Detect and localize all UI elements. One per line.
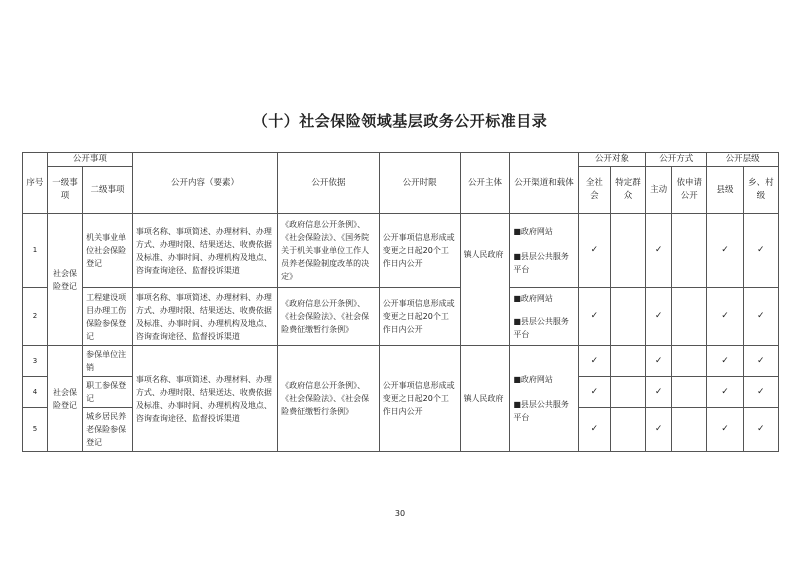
check-active: ✓ <box>646 288 672 346</box>
seq-cell: 5 <box>23 408 48 452</box>
level1-cell: 社会保险登记 <box>47 346 82 452</box>
level2-cell: 机关事业单位社会保险登记 <box>83 214 133 288</box>
header-on-request: 依申请公开 <box>672 167 707 214</box>
channel-cell <box>510 288 578 346</box>
content-cell: 事项名称、事项简述、办理材料、办理方式、办理时限、结果送达、收费依据及标准、办事时间、办理机构及地点、咨询查询途径、监督投诉渠道 <box>132 214 277 288</box>
header-village: 乡、村级 <box>743 167 778 214</box>
channel-item: ■政府网站 <box>513 375 553 384</box>
check-county: ✓ <box>707 408 743 452</box>
header-county: 县级 <box>707 167 743 214</box>
channel-item: ■政府网站 <box>513 227 553 236</box>
page-title: （十）社会保险领域基层政务公开标准目录 <box>252 112 548 130</box>
empty-on-request <box>672 346 707 377</box>
header-subject: 公开主体 <box>460 153 510 214</box>
header-matter: 公开事项 <box>47 153 132 167</box>
channel-cell <box>510 346 578 452</box>
header-time-limit: 公开时限 <box>379 153 460 214</box>
table-row <box>23 346 779 377</box>
check-active: ✓ <box>646 408 672 452</box>
check-county: ✓ <box>707 346 743 377</box>
check-all-society: ✓ <box>578 408 610 452</box>
header-level2: 二级事项 <box>83 167 133 214</box>
subject-cell: 镇人民政府 <box>460 346 510 452</box>
check-county: ✓ <box>707 377 743 408</box>
table-row <box>23 288 779 346</box>
header-level1: 一级事项 <box>47 167 82 214</box>
check-active: ✓ <box>646 214 672 288</box>
level2-cell: 参保单位注销 <box>83 346 133 377</box>
channel-cell <box>510 214 578 288</box>
basis-cell: 《政府信息公开条例》、《社会保险法》、《社会保险费征缴暂行条例》 <box>278 288 380 346</box>
level2-cell: 职工参保登记 <box>83 377 133 408</box>
check-all-society: ✓ <box>578 288 610 346</box>
check-village: ✓ <box>743 346 778 377</box>
empty-on-request <box>672 408 707 452</box>
header-method: 公开方式 <box>646 153 707 167</box>
level2-cell: 工程建设项目办理工伤保险参保登记 <box>83 288 133 346</box>
empty-on-request <box>672 214 707 288</box>
check-village: ✓ <box>743 214 778 288</box>
empty-specific-group <box>610 214 645 288</box>
channel-item: ■县层公共服务平台 <box>513 400 569 422</box>
header-level: 公开层级 <box>707 153 779 167</box>
empty-on-request <box>672 377 707 408</box>
empty-specific-group <box>610 288 645 346</box>
content-cell: 事项名称、事项简述、办理材料、办理方式、办理时限、结果送达、收费依据及标准、办事时间、办理机构及地点、咨询查询途径、监督投诉渠道 <box>132 346 277 452</box>
empty-on-request <box>672 288 707 346</box>
header-content: 公开内容（要素） <box>132 153 277 214</box>
disclosure-table <box>22 152 779 452</box>
time-limit-cell: 公开事项信息形成或变更之日起20个工作日内公开 <box>379 346 460 452</box>
level1-cell: 社会保险登记 <box>47 214 82 346</box>
level2-cell: 城乡居民养老保险参保登记 <box>83 408 133 452</box>
time-limit-cell: 公开事项信息形成或变更之日起20个工作日内公开 <box>379 214 460 288</box>
check-village: ✓ <box>743 288 778 346</box>
check-village: ✓ <box>743 377 778 408</box>
header-channel: 公开渠道和载体 <box>510 153 578 214</box>
seq-cell: 2 <box>23 288 48 346</box>
check-all-society: ✓ <box>578 214 610 288</box>
check-county: ✓ <box>707 288 743 346</box>
empty-specific-group <box>610 408 645 452</box>
empty-specific-group <box>610 377 645 408</box>
header-all-society: 全社会 <box>578 167 610 214</box>
time-limit-cell: 公开事项信息形成或变更之日起20个工作日内公开 <box>379 288 460 346</box>
check-active: ✓ <box>646 346 672 377</box>
table-row <box>23 214 779 288</box>
seq-cell: 1 <box>23 214 48 288</box>
channel-item: ■县层公共服务平台 <box>513 317 569 339</box>
check-county: ✓ <box>707 214 743 288</box>
header-seq: 序号 <box>23 153 48 214</box>
header-specific-group: 特定群众 <box>610 167 645 214</box>
page-number: 30 <box>394 509 406 518</box>
seq-cell: 3 <box>23 346 48 377</box>
content-cell: 事项名称、事项简述、办理材料、办理方式、办理时限、结果送达、收费依据及标准、办事时间、办理机构及地点、咨询查询途径、监督投诉渠道 <box>132 288 277 346</box>
basis-cell: 《政府信息公开条例》、《社会保险法》、《国务院关于机关事业单位工作人员养老保险制度改革的决定》 <box>278 214 380 288</box>
header-audience: 公开对象 <box>578 153 645 167</box>
basis-cell: 《政府信息公开条例》、《社会保险法》、《社会保险费征缴暂行条例》 <box>278 346 380 452</box>
check-active: ✓ <box>646 377 672 408</box>
subject-cell: 镇人民政府 <box>460 214 510 346</box>
check-all-society: ✓ <box>578 377 610 408</box>
header-basis: 公开依据 <box>278 153 380 214</box>
empty-specific-group <box>610 346 645 377</box>
header-row-1 <box>23 153 779 167</box>
check-village: ✓ <box>743 408 778 452</box>
check-all-society: ✓ <box>578 346 610 377</box>
seq-cell: 4 <box>23 377 48 408</box>
channel-item: ■政府网站 <box>513 294 553 303</box>
header-active: 主动 <box>646 167 672 214</box>
channel-item: ■县层公共服务平台 <box>513 252 569 274</box>
